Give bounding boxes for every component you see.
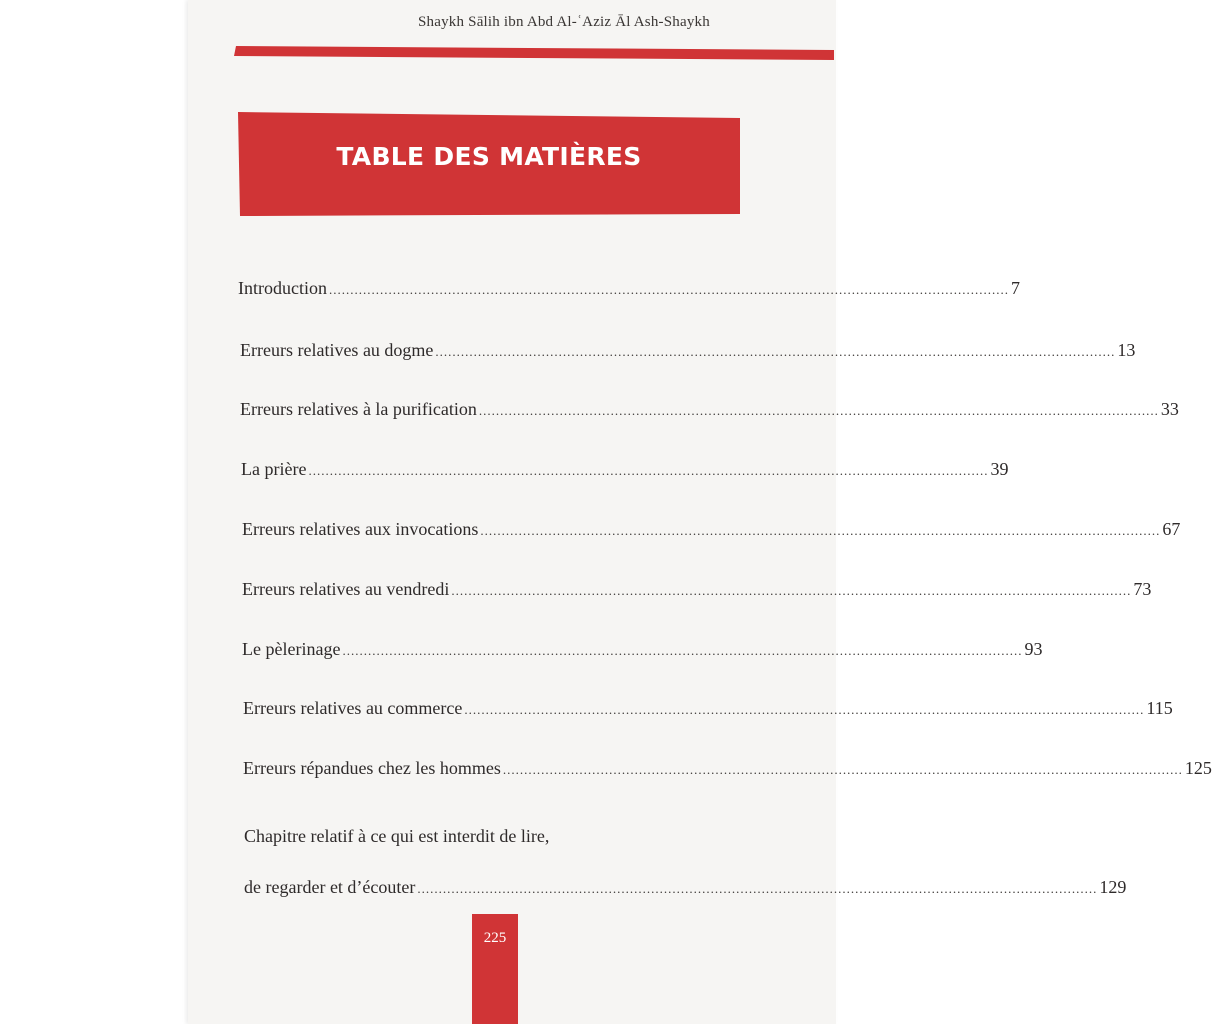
toc-entry-priere[interactable] [241, 459, 1009, 480]
page-number: 225 [483, 930, 507, 946]
toc-entry-pelerinage[interactable] [242, 639, 1043, 660]
toc-entry-hommes[interactable] [243, 758, 1212, 779]
toc-entry-label: de regarder et d’écouter [244, 877, 416, 897]
toc-entry-label: Le pèlerinage [242, 639, 341, 659]
toc-entry-vendredi[interactable] [242, 579, 1152, 600]
toc-entry-label: Erreurs relatives aux invocations [242, 519, 479, 539]
toc-leader-dots: ................................................................................................................................................................ [308, 463, 989, 478]
toc-entry-page: 93 [1024, 639, 1043, 659]
toc-entry-chapitre-line1[interactable]: Chapitre relatif à ce qui est interdit de lire, [244, 826, 550, 846]
toc-leader-dots: ................................................................................................................................................................ [480, 523, 1161, 538]
toc-entry-label: Erreurs relatives à la purification [240, 399, 477, 419]
running-header-author: Shaykh Sālih ibn Abd Al-ʿAziz Āl Ash-Shaykh [418, 14, 710, 30]
toc-entry-page: 129 [1099, 877, 1127, 897]
toc-entry-label: Erreurs relatives au vendredi [242, 579, 450, 599]
toc-entry-invocations[interactable] [242, 519, 1181, 540]
toc-entry-page: 7 [1010, 278, 1020, 298]
toc-leader-dots: ................................................................................................................................................................ [502, 762, 1183, 777]
toc-leader-dots: ................................................................................................................................................................ [417, 881, 1098, 896]
toc-entry-page: 73 [1133, 579, 1152, 599]
toc-entry-page: 39 [990, 459, 1009, 479]
toc-entry-dogme[interactable] [240, 340, 1136, 361]
toc-entry-label: Erreurs relatives au dogme [240, 340, 434, 360]
toc-entry-commerce[interactable] [243, 698, 1173, 719]
toc-leader-dots: ................................................................................................................................................................ [342, 643, 1023, 658]
toc-entry-label: La prière [241, 459, 307, 479]
toc-leader-dots: ................................................................................................................................................................ [451, 583, 1132, 598]
toc-entry-introduction[interactable] [238, 278, 1020, 299]
page-title: TABLE DES MATIÈRES [336, 142, 642, 171]
toc-entry-page: 13 [1117, 340, 1136, 360]
toc-entry-label: Erreurs relatives au commerce [243, 698, 463, 718]
toc-entry-chapitre[interactable] [244, 877, 1127, 898]
toc-entry-page: 125 [1184, 758, 1212, 778]
toc-leader-dots: ................................................................................................................................................................ [328, 282, 1009, 297]
toc-entry-label: Erreurs répandues chez les hommes [243, 758, 501, 778]
toc-entry-purification[interactable] [240, 399, 1179, 420]
toc-entry-page: 33 [1160, 399, 1179, 419]
toc-leader-dots: ................................................................................................................................................................ [478, 403, 1159, 418]
toc-leader-dots: ................................................................................................................................................................ [435, 344, 1116, 359]
toc-entry-page: 67 [1162, 519, 1181, 539]
toc-leader-dots: ................................................................................................................................................................ [464, 702, 1145, 717]
toc-entry-label: Introduction [238, 278, 327, 298]
header-red-rule [234, 36, 836, 60]
toc-entry-page: 115 [1146, 698, 1173, 718]
